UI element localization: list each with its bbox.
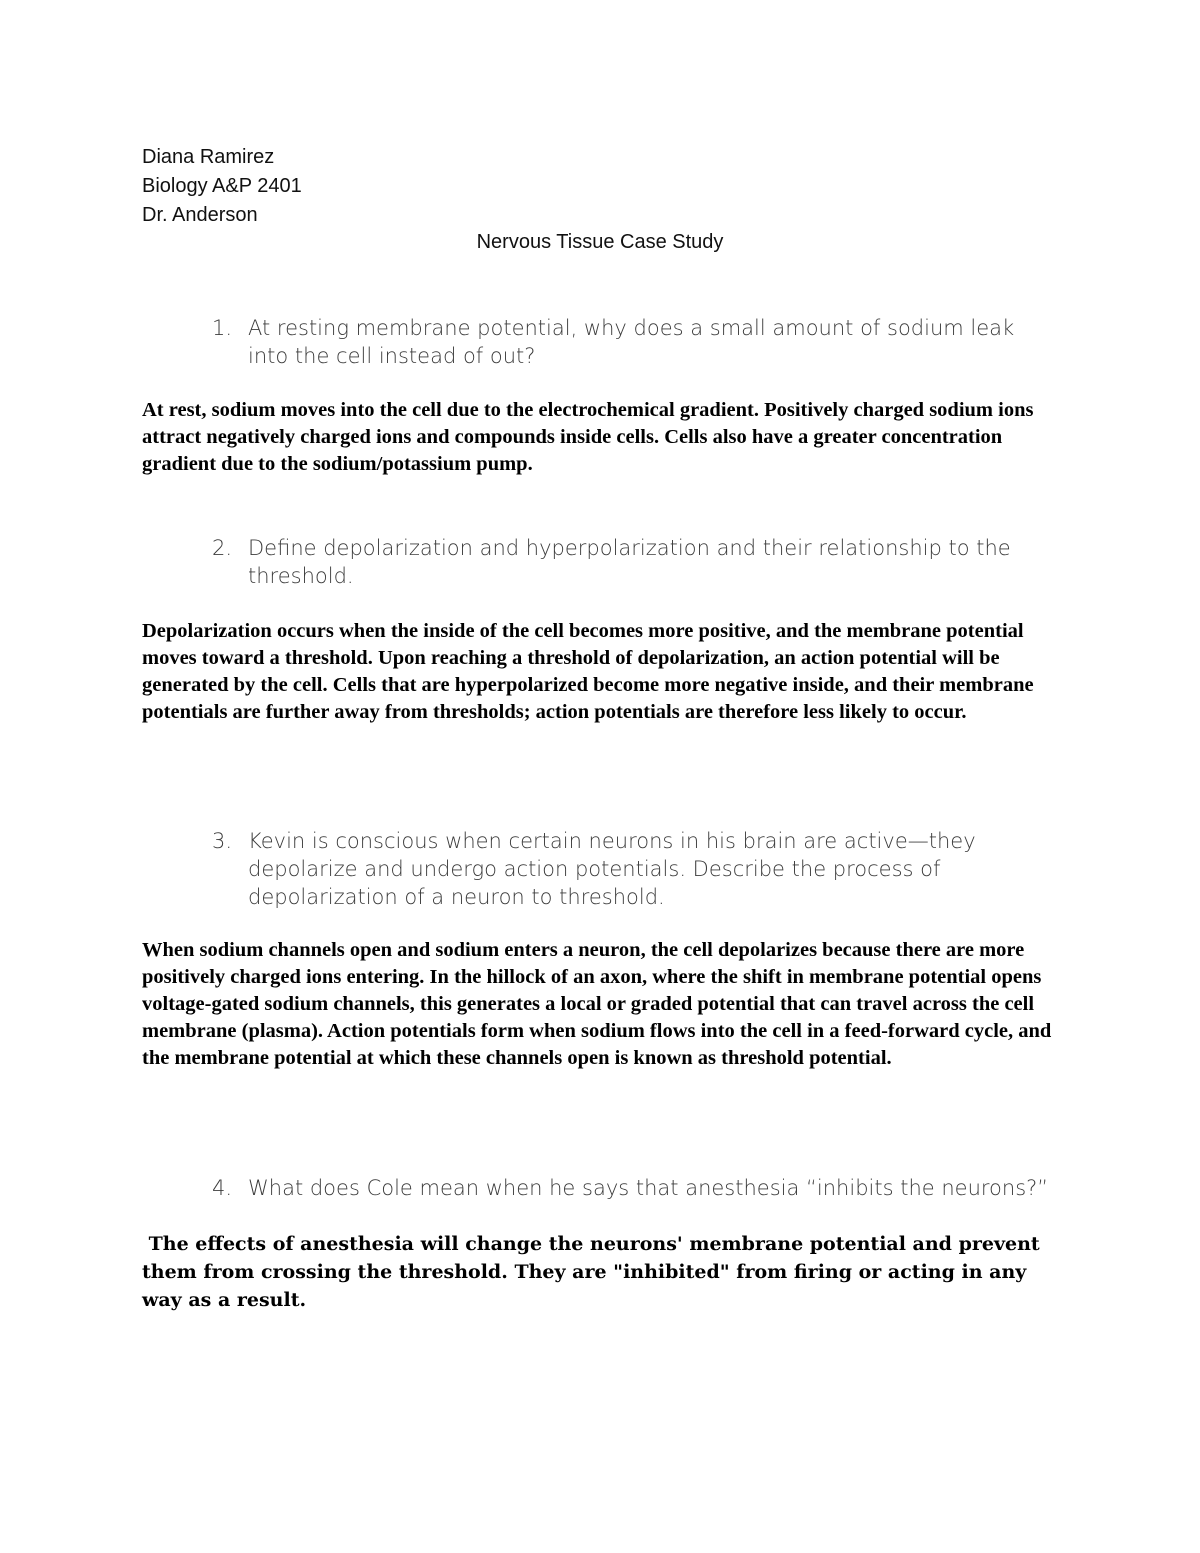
question-number: 1. <box>212 316 233 340</box>
instructor-name: Dr. Anderson <box>142 204 258 226</box>
question-number: 3. <box>212 829 233 853</box>
question-text: Kevin is conscious when certain neurons in his brain are active—they depolarize and undergo action potentials. Describe the process of depolarization of a neuron to threshold. <box>248 829 976 909</box>
course-name: Biology A&P 2401 <box>142 175 302 197</box>
question-number: 2. <box>212 536 233 560</box>
question-2 <box>200 534 1060 590</box>
question-4 <box>200 1174 1060 1202</box>
answer-4: The effects of anesthesia will change the neurons' membrane potential and prevent them from crossing the threshold. They are "inhibited" from firing or acting in any way as a result. <box>142 1233 1047 1311</box>
question-text: What does Cole mean when he says that anesthesia “inhibits the neurons?” <box>248 1176 1049 1200</box>
answer-3: When sodium channels open and sodium enters a neuron, the cell depolarizes because there are more positively charged ions entering. In the hillock of an axon, where the shift in membrane potential opens voltage-gated sodium channels, this generates a local or graded potential that can travel across the cell membrane (plasma). Action potentials form when sodium flows into the cell in a feed-forward cycle, and the membrane potential at which these channels open is known as threshold potential. <box>142 939 1052 1069</box>
document-title: Nervous Tissue Case Study <box>476 231 724 253</box>
author-name: Diana Ramirez <box>142 146 275 168</box>
question-text: Define depolarization and hyperpolarization and their relationship to the threshold. <box>248 536 1011 588</box>
question-3 <box>200 827 1060 911</box>
question-text: At resting membrane potential, why does a small amount of sodium leak into the cell instead of out? <box>248 316 1015 368</box>
answer-2: Depolarization occurs when the inside of the cell becomes more positive, and the membrane potential moves toward a threshold. Upon reaching a threshold of depolarization, an action potential will be generated by the cell. Cells that are hyperpolarized become more negative inside, and their membrane potentials are further away from thresholds; action potentials are therefore less likely to occur. <box>142 620 1034 723</box>
question-1 <box>200 314 1060 370</box>
question-number: 4. <box>212 1176 233 1200</box>
answer-1: At rest, sodium moves into the cell due to the electrochemical gradient. Positively charged sodium ions attract negatively charged ions and compounds inside cells. Cells also have a greater concentration gradient due to the sodium/potassium pump. <box>142 399 1034 475</box>
